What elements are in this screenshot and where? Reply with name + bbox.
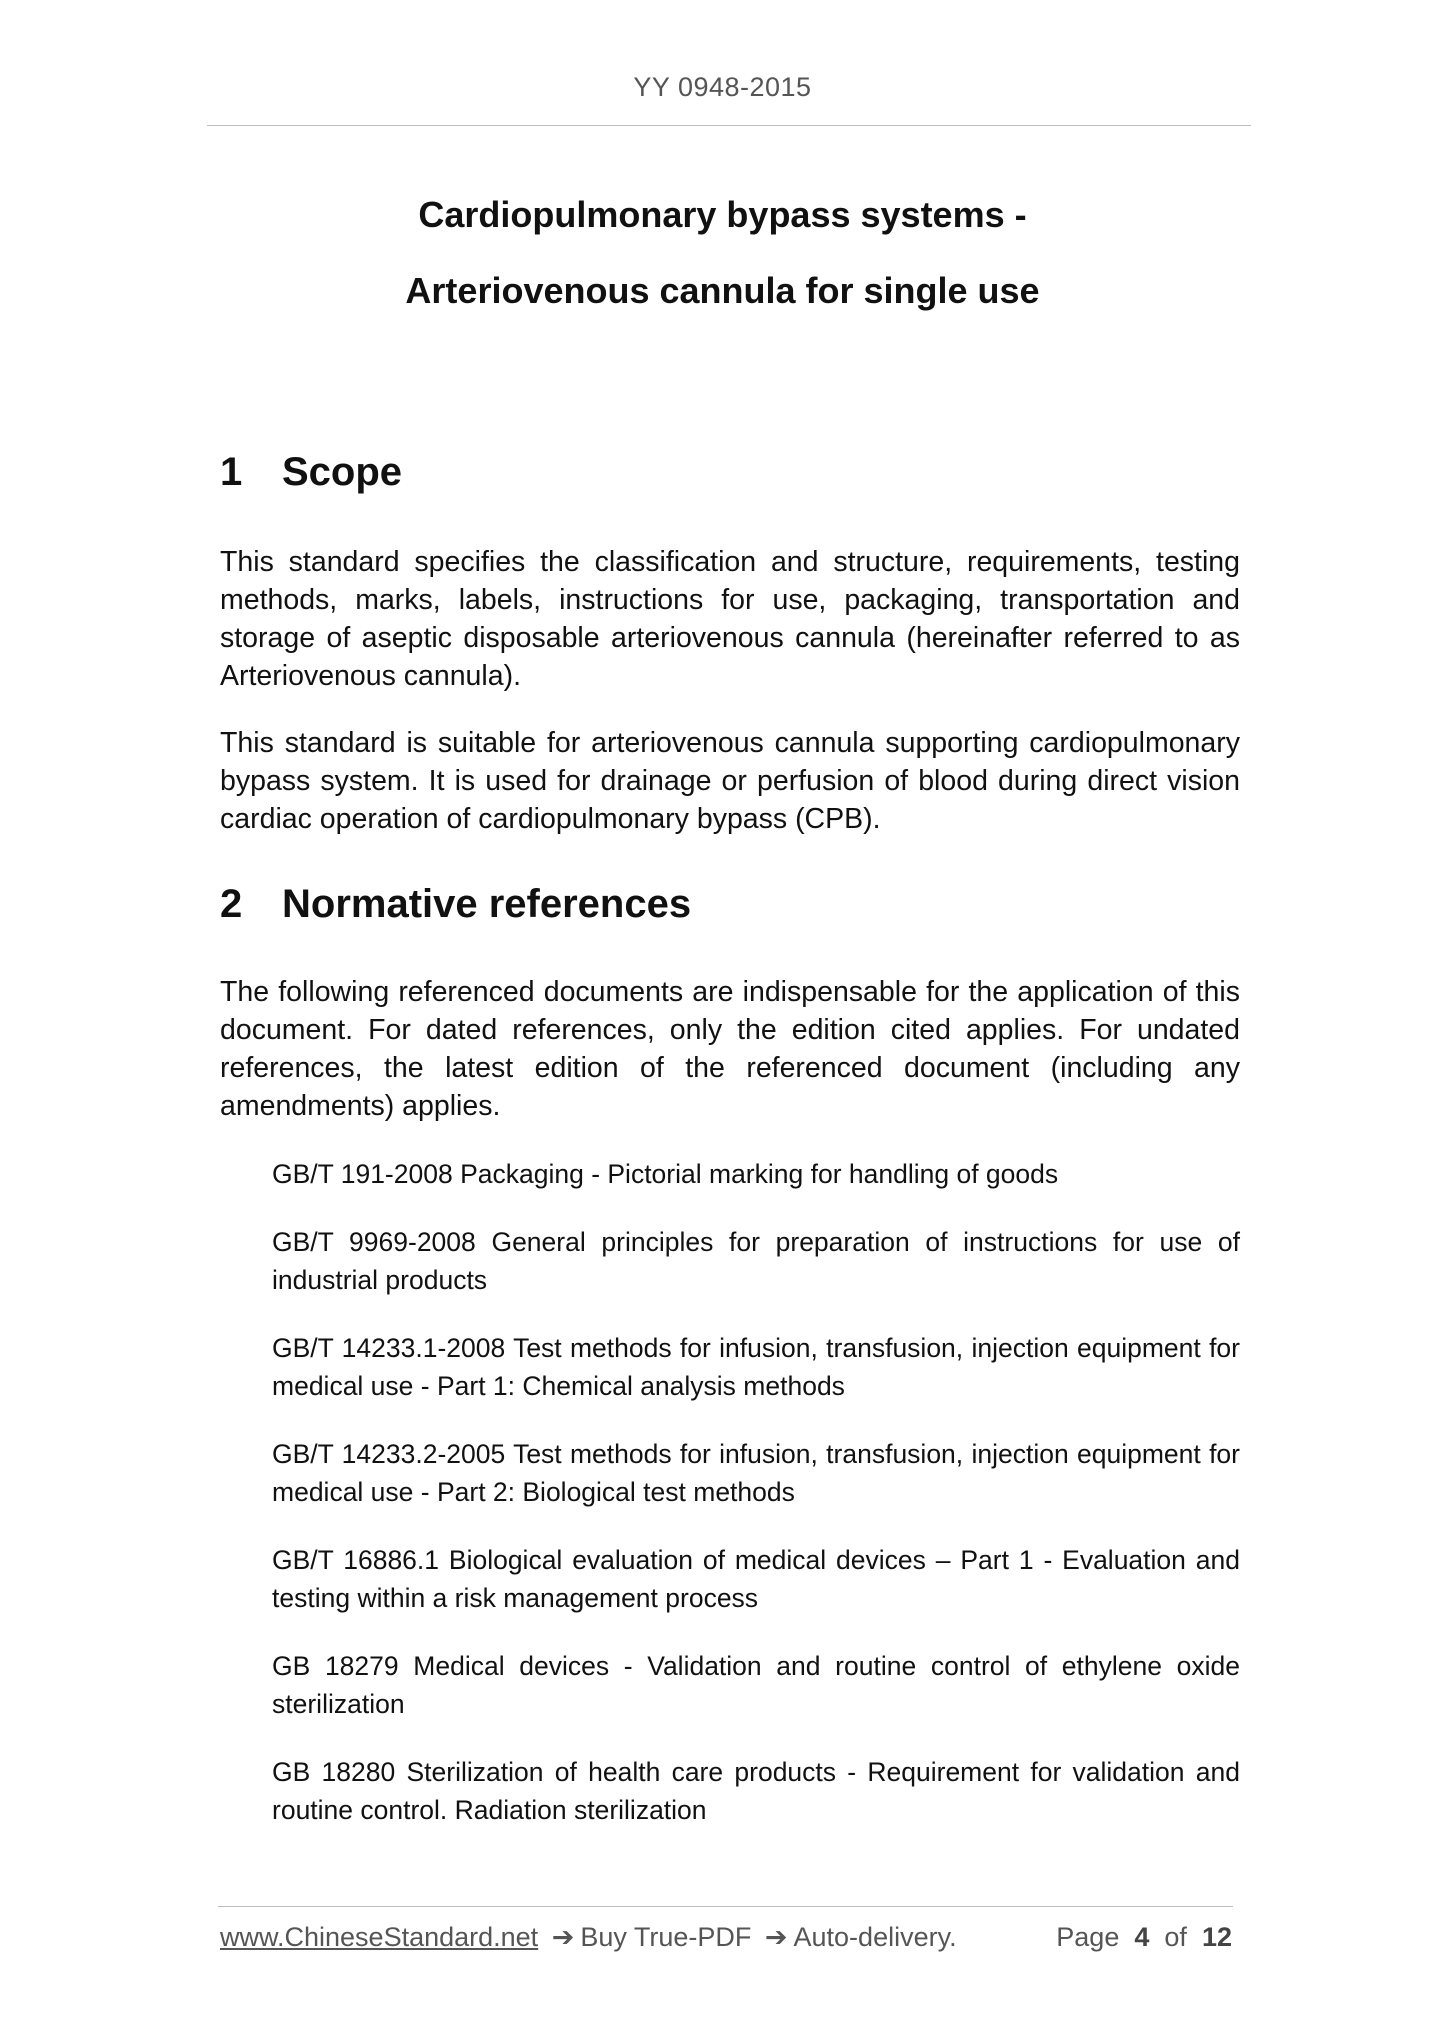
document-code-header: YY 0948-2015 bbox=[633, 72, 812, 102]
reference-item: GB/T 191-2008 Packaging - Pictorial marking for handling of goods bbox=[272, 1159, 1059, 1189]
of-word: of bbox=[1164, 1922, 1187, 1952]
section-number: 2 bbox=[220, 882, 243, 926]
page-word: Page bbox=[1056, 1922, 1120, 1952]
header-divider bbox=[207, 125, 1251, 126]
scope-paragraph-2: This standard is suitable for arteriovenous cannula supporting cardiopulmonary bypass system. It is used for drainage or perfusion of blood during direct vision cardiac operation of cardiopulmonary bypass (CPB). bbox=[220, 727, 1240, 835]
section-title: Normative references bbox=[282, 882, 692, 926]
reference-item: GB/T 14233.1-2008 Test methods for infusion, transfusion, injection equipment for medical use - Part 1: Chemical analysis methods bbox=[272, 1333, 1240, 1401]
section-heading-normative-references bbox=[220, 882, 691, 927]
footer-step-delivery: Auto-delivery. bbox=[793, 1922, 957, 1952]
reference-item: GB 18280 Sterilization of health care products - Requirement for validation and routine control. Radiation sterilization bbox=[272, 1757, 1240, 1825]
normative-references-intro: The following referenced documents are indispensable for the application of this document. For dated references, only the edition cited applies. For undated references, the latest edition of the referenced document (including any amendments) applies. bbox=[220, 976, 1240, 1122]
reference-item: GB/T 16886.1 Biological evaluation of medical devices – Part 1 - Evaluation and testing within a risk management process bbox=[272, 1545, 1240, 1613]
footer-divider bbox=[218, 1906, 1233, 1907]
right-arrow-icon: ➔ bbox=[551, 1922, 575, 1952]
reference-item: GB 18279 Medical devices - Validation and routine control of ethylene oxide sterilization bbox=[272, 1651, 1240, 1719]
section-title: Scope bbox=[282, 450, 403, 494]
reference-list bbox=[272, 1155, 1240, 1859]
scope-paragraph-1: This standard specifies the classification and structure, requirements, testing methods, marks, labels, instructions for use, packaging, transportation and storage of aseptic disposable arteriovenous cannula (hereinafter referred to as Arteriovenous cannula). bbox=[220, 546, 1240, 692]
reference-item: GB/T 9969-2008 General principles for preparation of instructions for use of industrial products bbox=[272, 1227, 1240, 1295]
footer-step-buy: Buy True-PDF bbox=[580, 1922, 752, 1952]
right-arrow-icon: ➔ bbox=[764, 1922, 788, 1952]
reference-item: GB/T 14233.2-2005 Test methods for infusion, transfusion, injection equipment for medical use - Part 2: Biological test methods bbox=[272, 1439, 1240, 1507]
section-number: 1 bbox=[220, 450, 243, 494]
section-heading-scope bbox=[220, 450, 402, 495]
current-page-number: 4 bbox=[1134, 1922, 1150, 1952]
document-title-line-1: Cardiopulmonary bypass systems - bbox=[418, 194, 1027, 235]
website-link[interactable]: www.ChineseStandard.net bbox=[220, 1922, 539, 1952]
document-title-line-2: Arteriovenous cannula for single use bbox=[405, 270, 1040, 311]
page-number-indicator bbox=[1056, 1922, 1232, 1953]
total-page-count: 12 bbox=[1201, 1922, 1232, 1952]
page-footer bbox=[220, 1922, 1232, 1953]
